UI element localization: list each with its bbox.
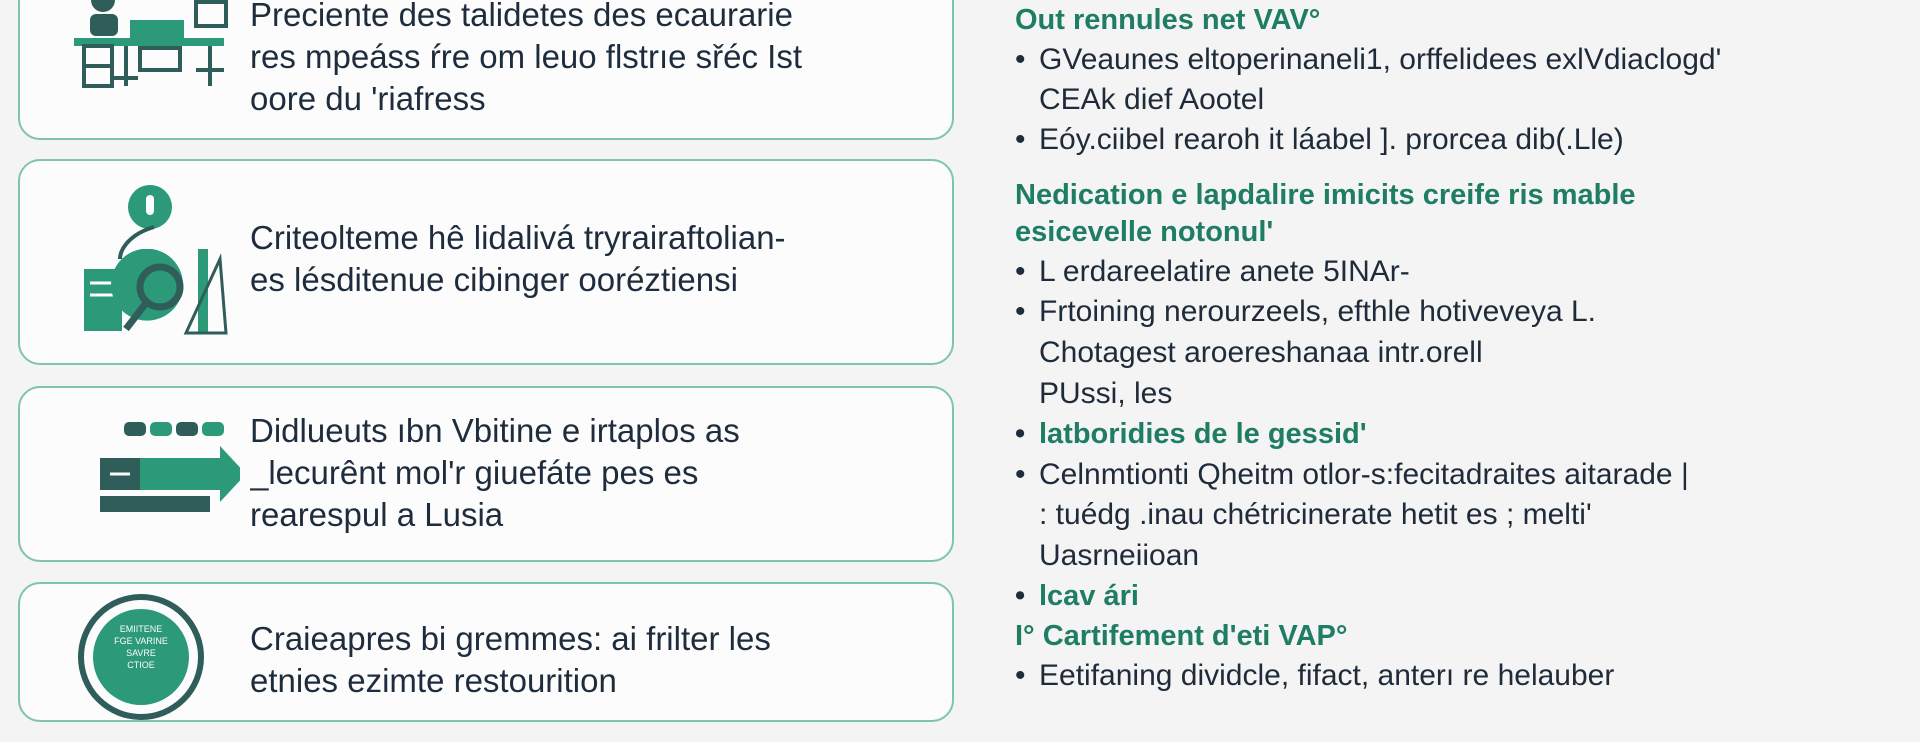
bullet-continuation: Uasrneiioan [1039, 539, 1200, 572]
card-3-line-3: rearespul a Lusia [250, 496, 504, 533]
bullet-item [1015, 120, 1624, 160]
card-2-text [250, 217, 932, 301]
card-3-text [250, 410, 932, 536]
bullet-text: lcav ári [1039, 580, 1139, 612]
inspection-tools-icon [70, 179, 240, 329]
card-4 [18, 582, 954, 722]
card-1-line-2: res mpeáss ŕre om leuo flstrıe sřéc Ist [250, 38, 802, 75]
card-4-line-2: etnies ezimte restourition [250, 662, 617, 699]
bullet-text: Celnmtionti Qheitm otlor-s:fecitadraites aitarade | [1039, 458, 1689, 491]
bullet-item [1015, 292, 1596, 332]
card-4-text [250, 618, 932, 702]
section-heading-2: Nedication e lapdalire imicits creife ris mable [1015, 179, 1636, 211]
card-1-line-1: Preciente des talidetes des ecaurarie [250, 0, 793, 33]
bullet-text: GVeaunes eltoperinaneli1, orffelidees exlVdiaclogd' [1039, 43, 1722, 76]
card-3-line-1: Didlueuts ıbn Vbitine e irtaplos as [250, 412, 740, 449]
badge-text-1: EMIITENE [119, 624, 163, 634]
card-2-line-1: Criteolteme hê lidalivá tryrairaftolian- [250, 219, 786, 256]
bullet-text: Eetifaning dividcle, fifact, anterı re helauber [1039, 659, 1615, 692]
document-arrow-icon [70, 414, 240, 564]
card-1-text [250, 0, 932, 120]
card-4-line-1: Craieapres bi gremmes: ai frilter les [250, 620, 771, 657]
circular-badge-icon [76, 592, 246, 742]
badge-text-2: FGE VARINE [114, 636, 168, 646]
bullet-item [1015, 252, 1410, 292]
desk-workstation-icon [70, 0, 240, 132]
card-2 [18, 159, 954, 365]
bullet-item [1015, 455, 1689, 495]
card-3 [18, 386, 954, 562]
section-heading-1: Out rennules net VAV° [1015, 4, 1321, 36]
bullet-text: Eóy.ciibel rearoh it láabel ]. prorcea dib(.Lle) [1039, 123, 1624, 156]
bullet-item [1015, 40, 1721, 80]
card-3-line-2: _lecurênt mol'r giuefáte pes es [250, 454, 699, 491]
bullet-item [1015, 656, 1614, 696]
card-2-line-2: es lésditenue cibinger ooréztiensi [250, 261, 738, 298]
bullet-continuation: Chotagest aroereshanaa intr.orell [1039, 336, 1483, 369]
section-heading-bullet [1015, 576, 1139, 616]
card-1-line-3: oore du 'riafress [250, 80, 486, 117]
section-heading-3: I° Cartifement d'eti VAP° [1015, 620, 1348, 652]
bullet-text: latboridies de le gessid' [1039, 418, 1367, 450]
bullet-continuation: : tuédg .inau chétricinerate hetit es ; melti' [1039, 498, 1592, 531]
card-1 [18, 0, 954, 140]
badge-text-4: CTIOE [127, 660, 155, 670]
bullet-continuation: PUssi, les [1039, 377, 1173, 410]
badge-text-3: SAVRE [126, 648, 156, 658]
bullet-text: L erdareelatire anete 5INAr- [1039, 255, 1410, 288]
bullet-text: Frtoining nerourzeels, efthle hotiveveya L. [1039, 295, 1596, 328]
section-heading-bullet [1015, 414, 1367, 454]
bullet-continuation: CEAk dief Aootel [1039, 83, 1265, 116]
section-heading-2b: esicevelle notonul' [1015, 216, 1274, 248]
